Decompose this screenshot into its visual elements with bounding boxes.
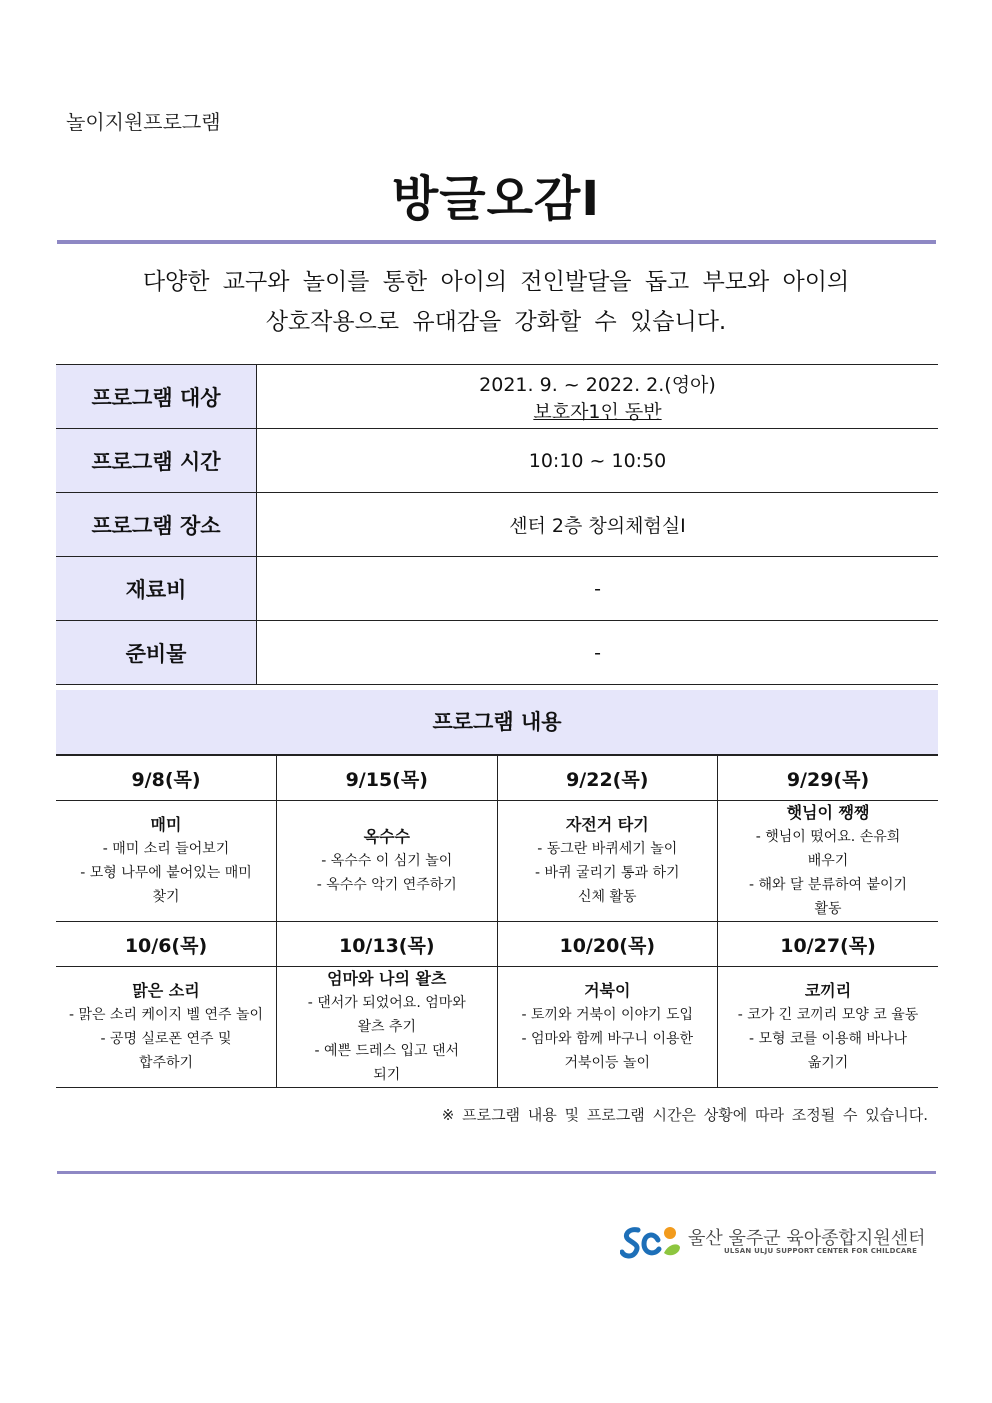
activity-line: - 토끼와 거북이 이야기 도입 (521, 1007, 694, 1023)
activity-line: - 동그란 바퀴세기 놀이 (537, 841, 678, 857)
schedule-table (56, 755, 938, 1088)
time-label: 프로그램 시간 (56, 429, 257, 493)
header-divider (57, 240, 936, 244)
activity-line: - 매미 소리 들어보기 (102, 841, 230, 857)
intro-line: 상호작용으로 유대감을 강화할 수 있습니다. (265, 309, 727, 335)
activity-line: - 댄서가 되었어요. 엄마와 (307, 995, 466, 1011)
activity-line: - 모형 코를 이용해 바나나 (748, 1031, 908, 1047)
activity-line: 왈츠 추기 (357, 1019, 417, 1035)
session-date: 9/8(목) (56, 756, 277, 801)
activity-line: 합주하기 (138, 1055, 194, 1071)
session-date: 10/27(목) (718, 922, 939, 967)
intro-line: 다양한 교구와 놀이를 통한 아이의 전인발달을 돕고 부모와 아이의 (142, 269, 850, 295)
info-row-time (56, 429, 938, 493)
center-logo-icon (620, 1222, 682, 1262)
footer-divider (57, 1171, 936, 1174)
center-name-en: ULSAN ULJU SUPPORT CENTER FOR CHILDCARE (724, 1247, 918, 1255)
date-row (56, 756, 938, 801)
activity-line: 되기 (373, 1067, 401, 1083)
page-title: 방글오감Ⅰ (391, 171, 601, 227)
activity-line: 활동 (814, 901, 842, 917)
activity-line: 배우기 (807, 853, 849, 869)
activity-title: 햇님이 쨍쨍 (786, 803, 870, 822)
target-guardian: 보호자1인 동반 (533, 400, 662, 423)
session-date: 10/6(목) (56, 922, 277, 967)
time-value: 10:10 ~ 10:50 (257, 429, 939, 493)
activity-title: 엄마와 나의 왈츠 (327, 969, 447, 988)
activity-title: 코끼리 (804, 981, 852, 1000)
activity-line: - 바퀴 굴리기 통과 하기 (534, 865, 680, 881)
activity-line: - 옥수수 악기 연주하기 (316, 877, 457, 893)
session-activity (277, 967, 498, 1088)
session-activity (718, 801, 939, 922)
session-date: 9/22(목) (497, 756, 718, 801)
program-intro (0, 262, 992, 342)
info-row-target (56, 365, 938, 429)
activity-title: 거북이 (584, 981, 631, 1000)
session-activity (56, 967, 277, 1088)
activity-line: 옮기기 (807, 1055, 849, 1071)
activity-line: 찾기 (152, 889, 180, 905)
activity-line: - 공명 실로폰 연주 및 (100, 1031, 232, 1047)
activity-line: - 옥수수 이 심기 놀이 (321, 853, 453, 869)
supplies-label: 준비물 (56, 621, 257, 685)
session-date: 10/20(목) (497, 922, 718, 967)
fee-value: - (257, 557, 939, 621)
session-date: 9/29(목) (718, 756, 939, 801)
center-logo (620, 1222, 926, 1262)
session-activity (497, 801, 718, 922)
program-category: 놀이지원프로그램 (66, 110, 221, 134)
target-value (257, 365, 939, 429)
activity-line: - 코가 긴 코끼리 모양 코 율동 (737, 1007, 919, 1023)
info-row-fee (56, 557, 938, 621)
activity-line: - 엄마와 함께 바구니 이용한 (521, 1031, 694, 1047)
place-label: 프로그램 장소 (56, 493, 257, 557)
session-activity (718, 967, 939, 1088)
activity-line: - 햇님이 떴어요. 손유희 (755, 829, 901, 845)
place-value: 센터 2층 창의체험실Ⅰ (257, 493, 939, 557)
date-row (56, 922, 938, 967)
supplies-value: - (257, 621, 939, 685)
activity-line: - 모형 나무에 붙어있는 매미 (80, 865, 252, 881)
activity-row (56, 801, 938, 922)
program-info-table (56, 364, 938, 685)
schedule-note: ※ 프로그램 내용 및 프로그램 시간은 상황에 따라 조정될 수 있습니다. (441, 1106, 928, 1124)
activity-line: - 예쁜 드레스 입고 댄서 (314, 1043, 460, 1059)
content-heading: 프로그램 내용 (56, 690, 938, 755)
center-name: 울산 울주군 육아종합지원센터 (688, 1228, 926, 1249)
activity-line: - 해와 달 분류하여 붙이기 (748, 877, 908, 893)
activity-row (56, 967, 938, 1088)
activity-title: 맑은 소리 (132, 981, 200, 1000)
target-label: 프로그램 대상 (56, 365, 257, 429)
info-row-supplies (56, 621, 938, 685)
session-activity (277, 801, 498, 922)
session-date: 10/13(목) (277, 922, 498, 967)
info-row-place (56, 493, 938, 557)
session-activity (497, 967, 718, 1088)
activity-line: 거북이등 놀이 (564, 1055, 651, 1071)
activity-title: 매미 (150, 815, 182, 834)
fee-label: 재료비 (56, 557, 257, 621)
activity-line: - 맑은 소리 케이지 벨 연주 놀이 (68, 1007, 264, 1023)
session-date: 9/15(목) (277, 756, 498, 801)
session-activity (56, 801, 277, 922)
activity-title: 옥수수 (363, 827, 410, 846)
activity-title: 자전거 타기 (565, 815, 649, 834)
activity-line: 신체 활동 (577, 889, 637, 905)
target-period: 2021. 9. ~ 2022. 2.(영아) (479, 373, 716, 396)
